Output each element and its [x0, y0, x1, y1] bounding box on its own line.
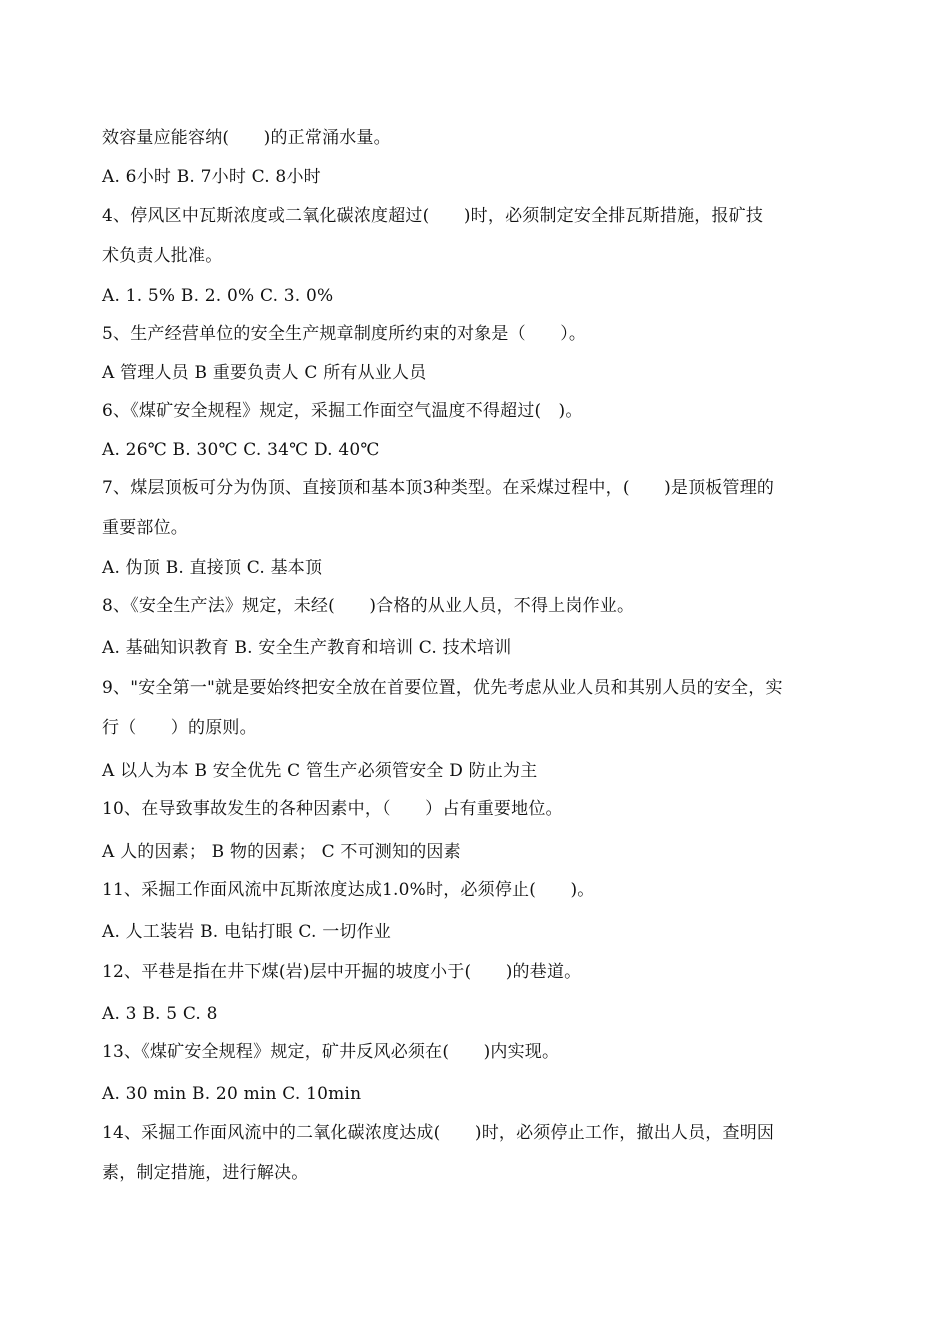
question-8: 8、《安全生产法》规定，未经( )合格的从业人员，不得上岗作业。 — [102, 596, 635, 616]
answer-options: A 人的因素； B 物的因素； C 不可测知的因素 — [102, 842, 461, 862]
question-13: 13、《煤矿安全规程》规定，矿井反风必须在( )内实现。 — [102, 1042, 560, 1062]
answer-options: A 管理人员 B 重要负责人 C 所有从业人员 — [102, 363, 427, 383]
answer-options: A. 3 B. 5 C. 8 — [102, 1004, 218, 1024]
answer-options: A. 30 min B. 20 min C. 10min — [102, 1084, 362, 1104]
text-line: 行（ ）的原则。 — [102, 718, 257, 738]
question-6: 6、《煤矿安全规程》规定，采掘工作面空气温度不得超过( )。 — [102, 401, 583, 421]
answer-options: A 以人为本 B 安全优先 C 管生产必须管安全 D 防止为主 — [102, 761, 538, 781]
answer-options: A. 6小时 B. 7小时 C. 8小时 — [102, 167, 321, 187]
question-12: 12、平巷是指在井下煤(岩)层中开掘的坡度小于( )的巷道。 — [102, 962, 582, 982]
answer-options: A. 人工装岩 B. 电钻打眼 C. 一切作业 — [102, 922, 392, 942]
question-10: 10、在导致事故发生的各种因素中，（ ）占有重要地位。 — [102, 799, 563, 819]
question-14: 14、采掘工作面风流中的二氧化碳浓度达成( )时，必须停止工作，撤出人员，查明因 — [102, 1123, 775, 1143]
question-5: 5、生产经营单位的安全生产规章制度所约束的对象是（ ）。 — [102, 324, 587, 344]
question-11: 11、采掘工作面风流中瓦斯浓度达成1.0%时，必须停止( )。 — [102, 880, 595, 900]
question-9: 9、"安全第一"就是要始终把安全放在首要位置，优先考虑从业人员和其别人员的安全，实 — [102, 678, 783, 698]
answer-options: A. 伪顶 B. 直接顶 C. 基本顶 — [102, 558, 323, 578]
text-line: 效容量应能容纳( )的正常涌水量。 — [102, 128, 391, 148]
answer-options: A. 1. 5% B. 2. 0% C. 3. 0% — [102, 286, 334, 306]
text-line: 术负责人批准。 — [102, 246, 223, 266]
question-7: 7、煤层顶板可分为伪顶、直接顶和基本顶3种类型。在采煤过程中，( )是顶板管理的 — [102, 478, 775, 498]
text-line: 素，制定措施，进行解决。 — [102, 1163, 309, 1183]
question-4: 4、停风区中瓦斯浓度或二氧化碳浓度超过( )时，必须制定安全排瓦斯措施，报矿技 — [102, 206, 764, 226]
answer-options: A. 26℃ B. 30℃ C. 34℃ D. 40℃ — [102, 440, 380, 460]
text-line: 重要部位。 — [102, 518, 188, 538]
answer-options: A. 基础知识教育 B. 安全生产教育和培训 C. 技术培训 — [102, 638, 512, 658]
